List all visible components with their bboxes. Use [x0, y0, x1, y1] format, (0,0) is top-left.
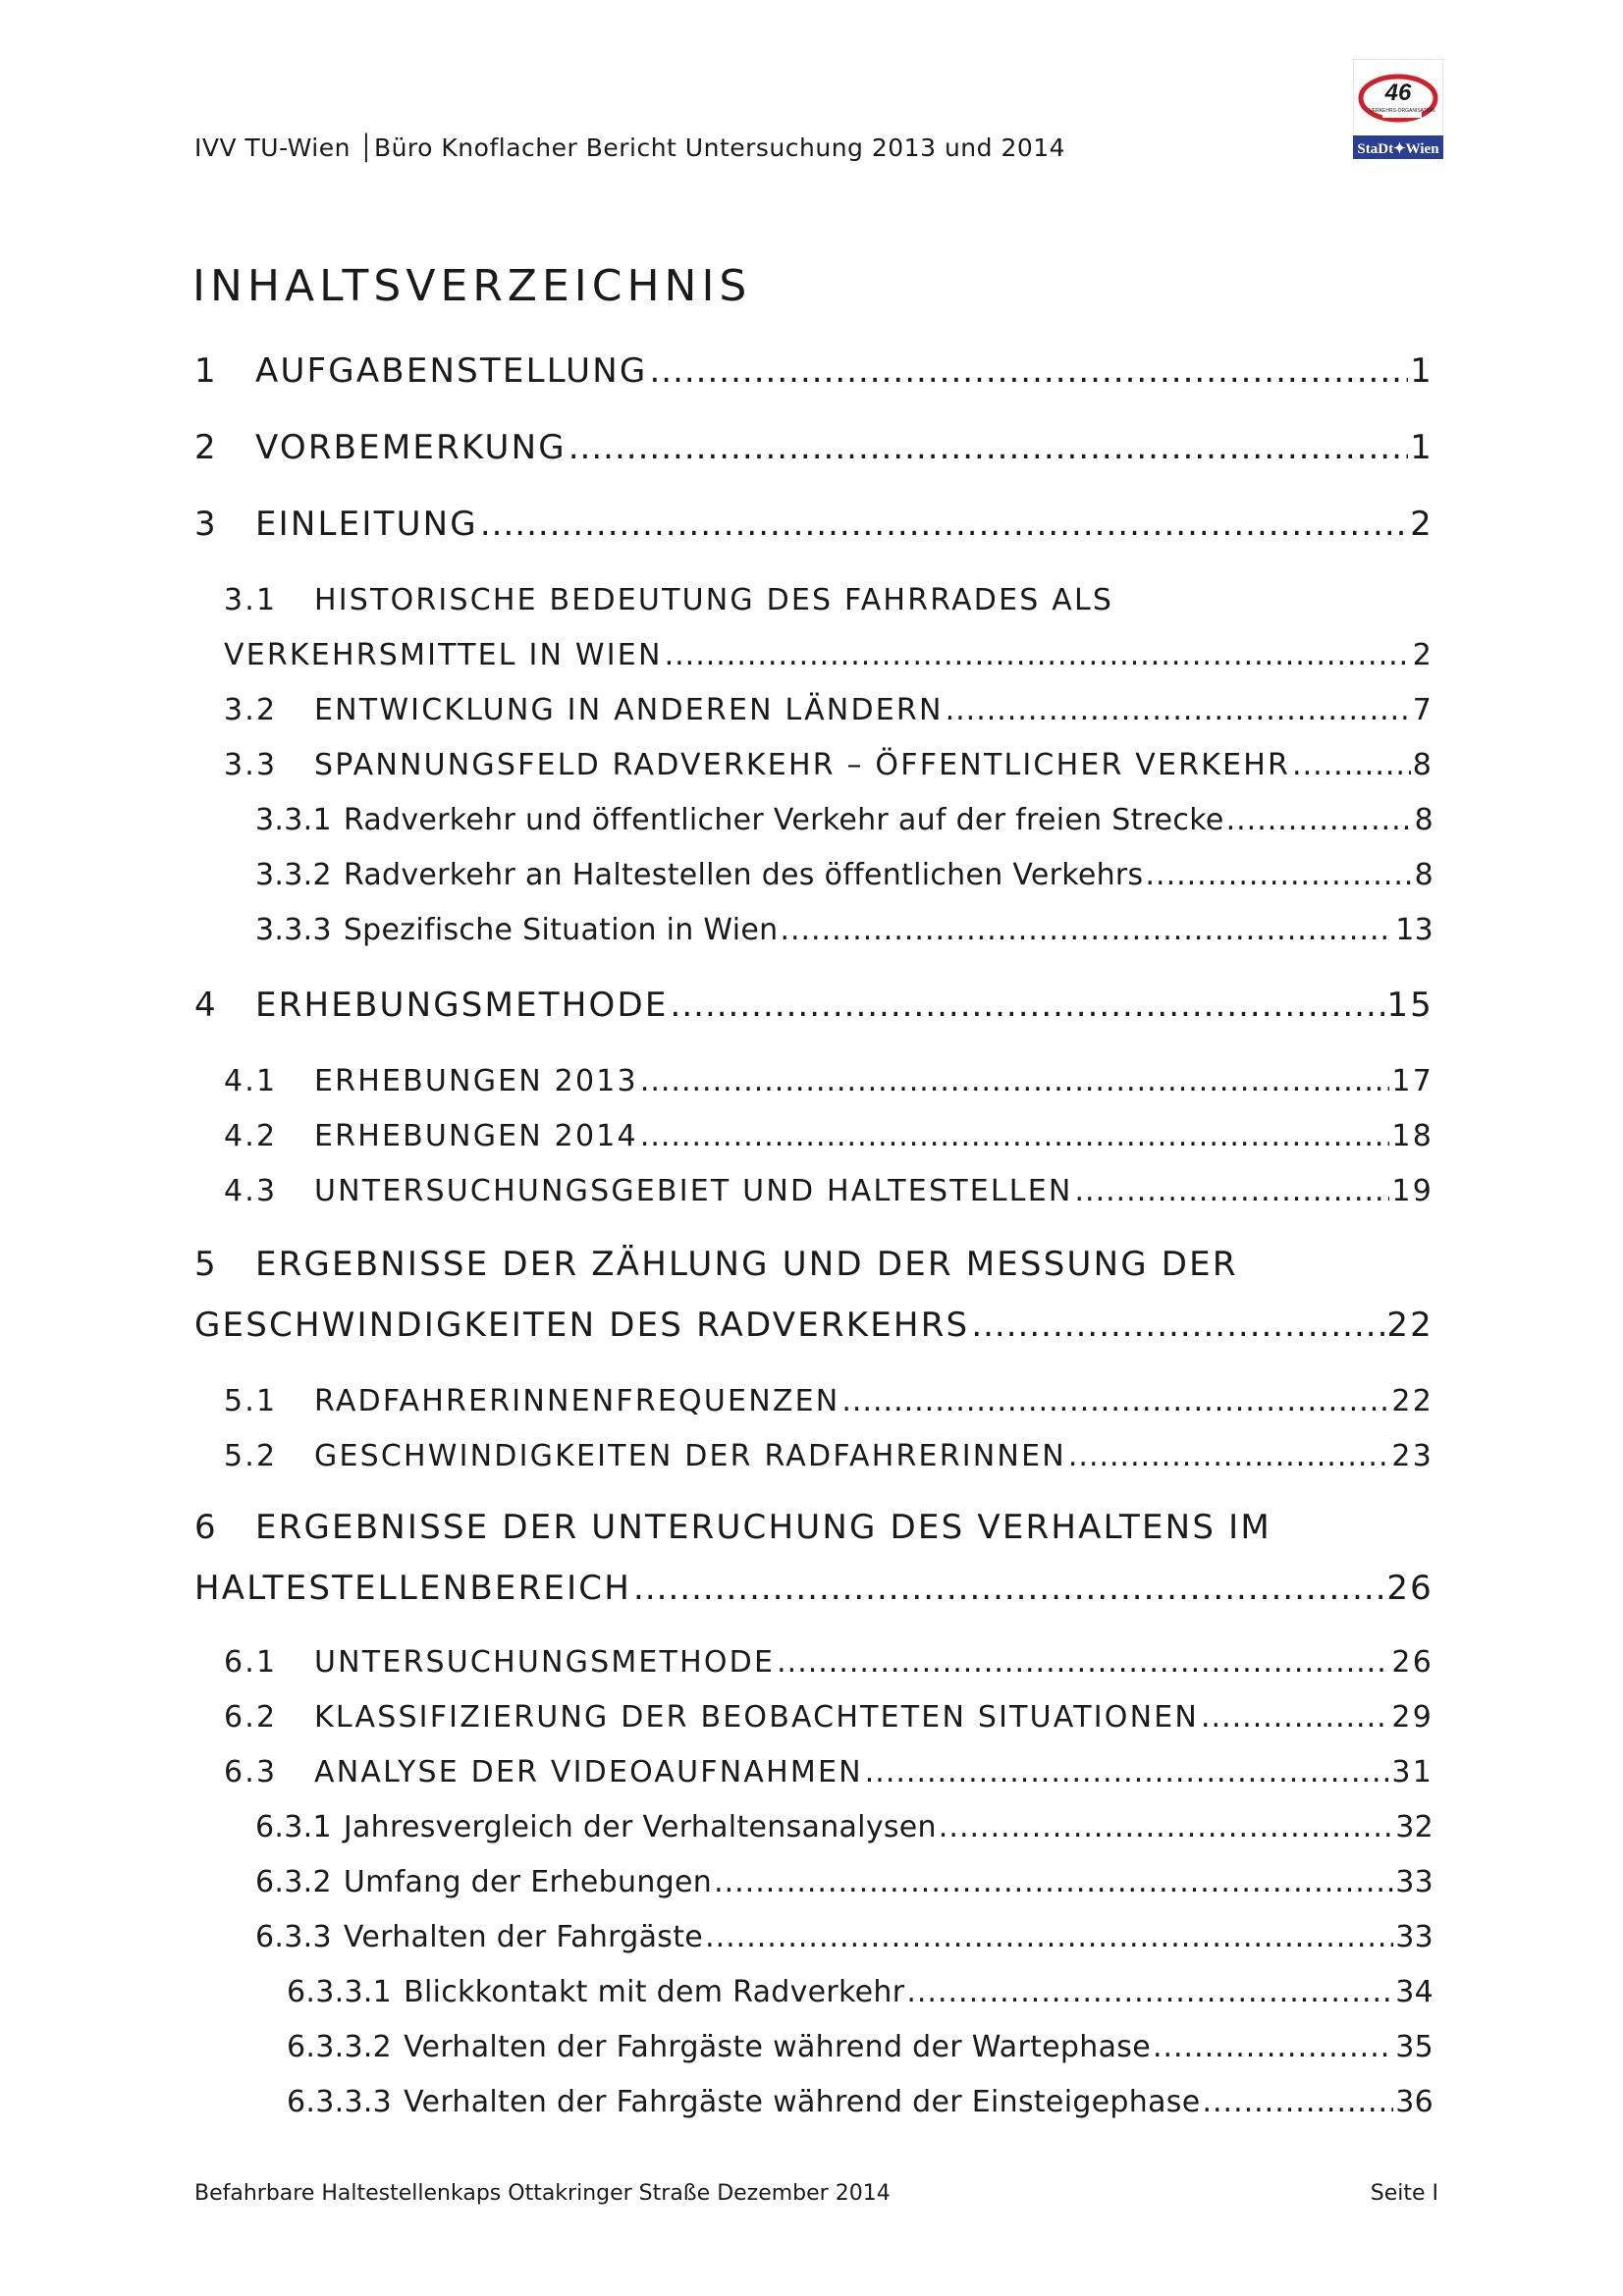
toc-entry-6-3-3-2[interactable]: 6.3.3.2 Verhalten der Fahrgäste während der Wartephase ..... 35 [287, 2030, 1434, 2064]
toc-entry-6[interactable]: 6 ERGEBNISSE DER UNTERUCHUNG DES VERHALTENS IM [194, 1508, 1271, 1547]
toc-entry-2[interactable]: 2 VORBEMERKUNG ..... 1 [194, 428, 1434, 467]
toc-entry-4-1[interactable]: 4.1 ERHEBUNGEN 2013 ..... 17 [224, 1064, 1434, 1098]
toc-entry-4-2[interactable]: 4.2 ERHEBUNGEN 2014 ..... 18 [224, 1119, 1434, 1153]
toc-entry-6-2[interactable]: 6.2 KLASSIFIZIERUNG DER BEOBACHTETEN SITUATIONEN ..... 29 [224, 1700, 1434, 1735]
toc-entry-3-1-continued[interactable]: VERKEHRSMITTEL IN WIEN ..... 2 [224, 638, 1434, 672]
toc-entry-3-3-1[interactable]: 3.3.1 Radverkehr und öffentlicher Verkehr auf der freien Strecke ..... 8 [255, 803, 1434, 837]
toc-entry-5[interactable]: 5 ERGEBNISSE DER ZÄHLUNG UND DER MESSUNG DER [194, 1245, 1238, 1284]
toc-entry-3-3-2[interactable]: 3.3.2 Radverkehr an Haltestellen des öffentlichen Verkehrs ..... 8 [255, 858, 1434, 892]
toc-entry-4-3[interactable]: 4.3 UNTERSUCHUNGSGEBIET UND HALTESTELLEN ..... 19 [224, 1174, 1434, 1208]
toc-entry-6-1[interactable]: 6.1 UNTERSUCHUNGSMETHODE ..... 26 [224, 1645, 1434, 1680]
stadt-wien-logo [1353, 59, 1443, 159]
toc-entry-6-3-3-1[interactable]: 6.3.3.1 Blickkontakt mit dem Radverkehr ..... 34 [287, 1975, 1434, 2009]
toc-entry-5-1[interactable]: 5.1 RADFAHRERINNENFREQUENZEN ..... 22 [224, 1384, 1434, 1418]
document-footer-title: Befahrbare Haltestellenkaps Ottakringer Straße Dezember 2014 [194, 2181, 891, 2206]
svg-text:46: 46 [1384, 80, 1412, 106]
toc-entry-6-continued[interactable]: HALTESTELLENBEREICH ..... 26 [194, 1569, 1434, 1608]
toc-entry-3-3[interactable]: 3.3 SPANNUNGSFELD RADVERKEHR – ÖFFENTLICHER VERKEHR ..... 8 [224, 748, 1434, 782]
svg-text:StaDt✦Wien: StaDt✦Wien [1357, 141, 1439, 157]
toc-entry-4[interactable]: 4 ERHEBUNGSMETHODE ..... 15 [194, 986, 1434, 1025]
toc-entry-6-3-2[interactable]: 6.3.2 Umfang der Erhebungen ..... 33 [255, 1865, 1434, 1899]
page-number: Seite I [1370, 2181, 1438, 2206]
toc-entry-3-2[interactable]: 3.2 ENTWICKLUNG IN ANDEREN LÄNDERN ..... 7 [224, 693, 1434, 727]
toc-title: INHALTSVERZEICHNIS [192, 261, 752, 311]
toc-entry-6-3-3[interactable]: 6.3.3 Verhalten der Fahrgäste ..... 33 [255, 1920, 1434, 1954]
toc-entry-5-continued[interactable]: GESCHWINDIGKEITEN DES RADVERKEHRS ..... 22 [194, 1306, 1434, 1345]
toc-entry-1[interactable]: 1 AUFGABENSTELLUNG ..... 1 [194, 351, 1434, 391]
toc-entry-3[interactable]: 3 EINLEITUNG ..... 2 [194, 505, 1434, 544]
toc-entry-3-3-3[interactable]: 3.3.3 Spezifische Situation in Wien ..... 13 [255, 913, 1434, 947]
svg-text:VERKEHRS-ORGANISATION: VERKEHRS-ORGANISATION [1369, 108, 1435, 114]
document-header: IVV TU-Wien │Büro Knoflacher Bericht Untersuchung 2013 und 2014 [194, 133, 1066, 162]
toc-entry-6-3-3-3[interactable]: 6.3.3.3 Verhalten der Fahrgäste während der Einsteigephase ..... 36 [287, 2085, 1434, 2119]
toc-entry-5-2[interactable]: 5.2 GESCHWINDIGKEITEN DER RADFAHRERINNEN ..... 23 [224, 1439, 1434, 1473]
toc-entry-3-1[interactable]: 3.1 HISTORISCHE BEDEUTUNG DES FAHRRADES ALS [224, 583, 1114, 617]
toc-entry-6-3[interactable]: 6.3 ANALYSE DER VIDEOAUFNAHMEN ..... 31 [224, 1755, 1434, 1789]
toc-entry-6-3-1[interactable]: 6.3.1 Jahresvergleich der Verhaltensanalysen ..... 32 [255, 1810, 1434, 1844]
